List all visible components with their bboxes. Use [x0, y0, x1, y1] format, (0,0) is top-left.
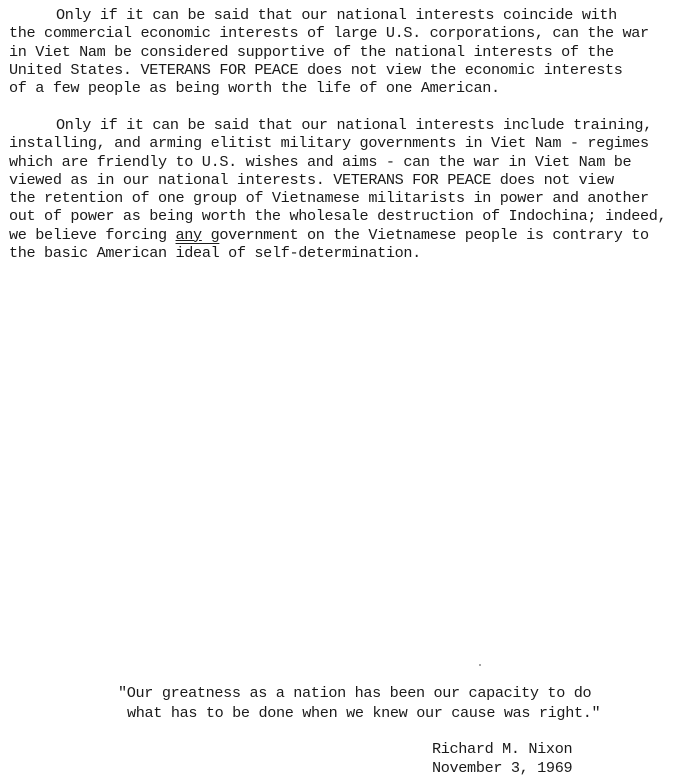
line-text: we believe forcing [9, 225, 176, 244]
paragraph-line: in Viet Nam be considered supportive of the national interests of the [9, 42, 614, 61]
paragraph-military-governments [9, 116, 695, 262]
paragraph-line: United States. VETERANS FOR PEACE does not view the economic interests [9, 60, 623, 79]
quote-attribution [432, 740, 572, 778]
paragraph-line: Only if it can be said that our national interests include training, [56, 116, 652, 134]
line-text: the basic American [9, 244, 176, 263]
paragraph-line: the retention of one group of Vietnamese militarists in power and another [9, 189, 649, 208]
marked-word: ideal [175, 244, 220, 263]
paragraph-line [9, 226, 695, 244]
paragraph-line: of a few people as being worth the life of one American. [9, 79, 500, 98]
paragraph-line: installing, and arming elitist military governments in Viet Nam - regimes [9, 134, 649, 153]
attribution-name: Richard M. Nixon [432, 740, 573, 758]
scan-speck [479, 664, 481, 666]
paragraph-line: the commercial economic interests of large U.S. corporations, can the war [9, 24, 649, 43]
nixon-quote [118, 683, 600, 723]
paragraph-line: out of power as being worth the wholesale destruction of Indochina; indeed, [9, 207, 667, 226]
paragraph-line: which are friendly to U.S. wishes and aims - can the war in Viet Nam be [9, 152, 632, 171]
paragraph-line: viewed as in our national interests. VETERANS FOR PEACE does not view [9, 170, 614, 189]
underlined-word: any [175, 225, 202, 244]
paragraph-economic-interests [9, 6, 695, 97]
quote-line: what has to be done when we knew our cause was right." [127, 704, 601, 722]
paragraph-line [9, 244, 695, 262]
attribution-date: November 3, 1969 [432, 759, 573, 777]
line-text: government on the Vietnamese people is contrary to [201, 225, 649, 244]
quote-line: "Our greatness as a nation has been our capacity to do [118, 684, 592, 702]
line-text: of self-determination. [219, 244, 421, 263]
paragraph-line: Only if it can be said that our national interests coincide with [56, 6, 617, 24]
